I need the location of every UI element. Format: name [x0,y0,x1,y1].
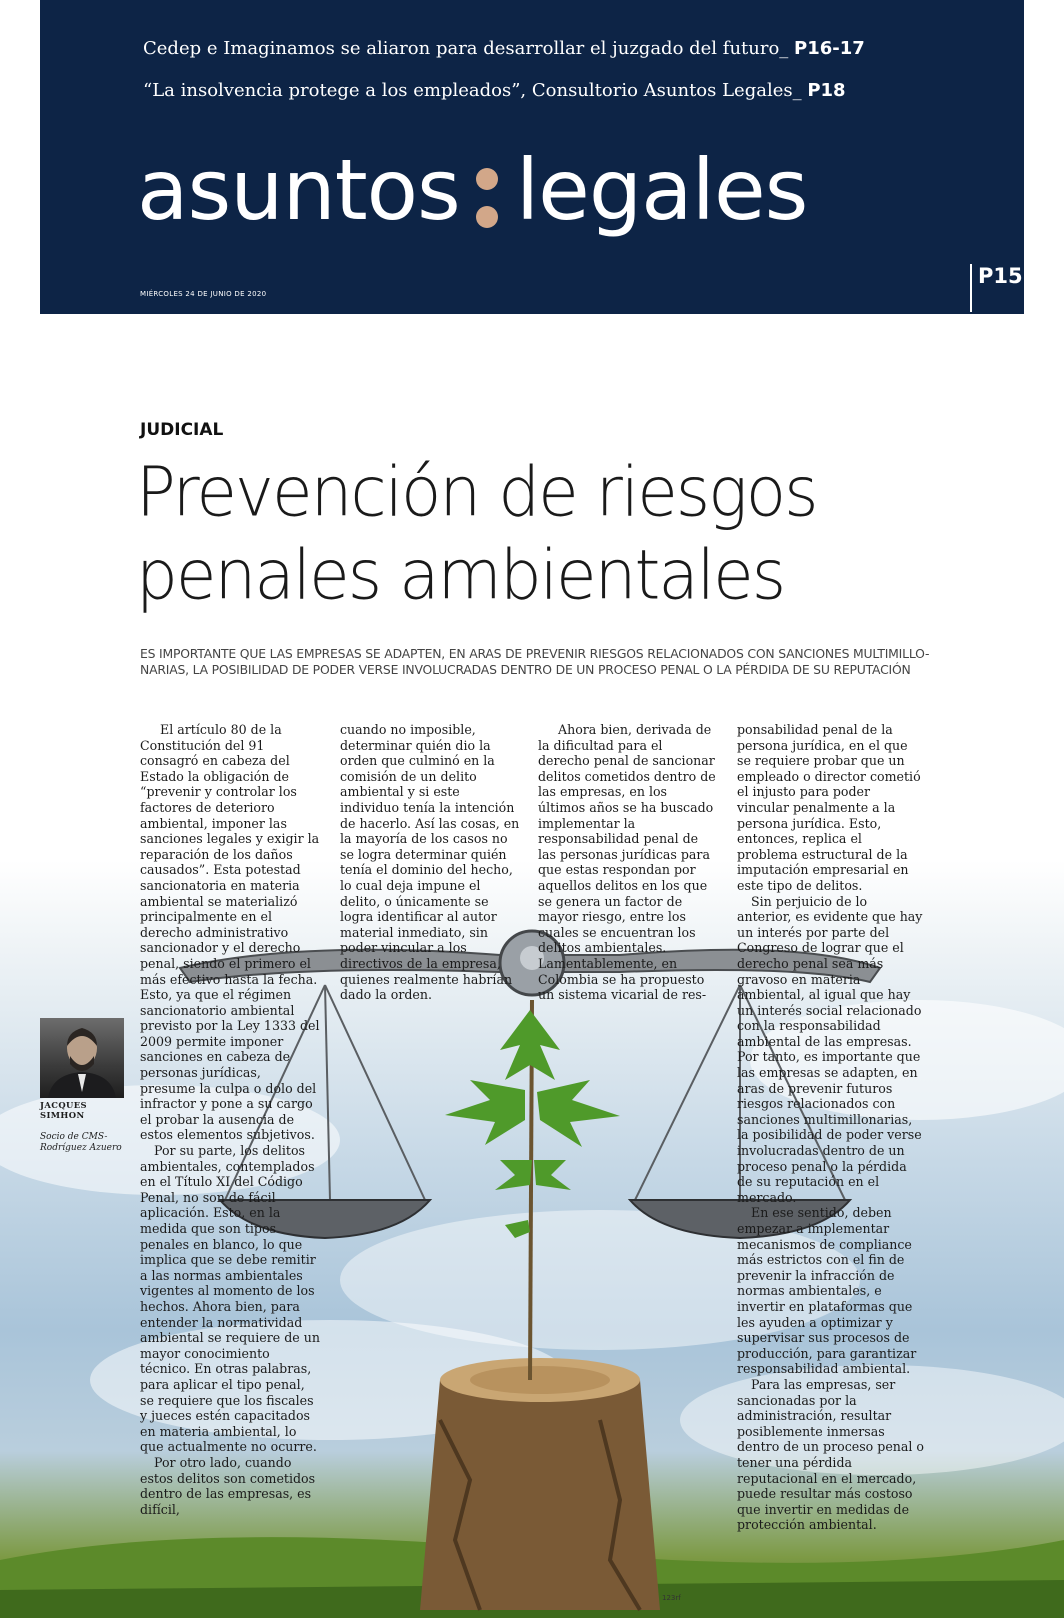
masthead [40,0,1024,314]
headline-line-1: Prevención de riesgos [136,451,817,532]
author-name [40,1100,87,1120]
article-column-1 [140,722,320,1517]
publication-logo [137,141,808,239]
paragraph: Por otro lado, cuando estos delitos son cometidos dentro de las empresas, es difícil, [140,1454,316,1517]
teaser-page: P16-17 [794,38,865,59]
section-label: JUDICIAL [140,420,224,440]
paragraph: cuando no imposible, determinar quién dio la orden que culminó en la comisión de un delito ambiental y si este individuo tenía la intención de hacerlo. Así las cosas, en la mayoría de los casos no se logra determinar quién tenía el dominio del hecho, lo cual deja impune el delito, o únicamente se logra identificar al autor material inmediato, sin poder vincular a los directivos de la empresa, quienes realmente habrían dado la orden. [340,722,520,1003]
author-role: Socio de CMS-Rodríguez Azuero [40,1132,122,1153]
author-photo [40,1018,124,1098]
headline [136,451,996,617]
paragraph: En ese sentido, deben empezar a implementar mecanismos de compliance más estrictos con el fin de prevenir la infracción de normas ambientales, e invertir en plataformas que les ayuden a optimizar y supervisar sus procesos de producción, para garantizar responsabilidad ambiental. [737,1205,917,1377]
teaser-juzgado[interactable] [143,38,1013,59]
teaser-text: Cedep e Imaginamos se aliaron para desarrollar el juzgado del futuro_ [143,38,789,59]
paragraph: ponsabilidad penal de la persona jurídica, en el que se requiere probar que un empleado o director cometió el injusto para poder vincular penalmente a la persona jurídica. Esto, entonces, replica el problema estructural de la imputación empresarial en este tipo de delitos. [737,722,921,893]
teaser-text: “La insolvencia protege a los empleados”, Consultorio Asuntos Legales_ [143,80,802,101]
paragraph: Para las empresas, ser sancionadas por la administración, resultar posiblemente inmersas dentro de un proceso penal o tener una pérdida reputacional en el mercado, puede resultar más costoso que invertir en medidas de protección ambiental. [737,1376,924,1533]
article-column-4 [737,722,925,1533]
paragraph: Por su parte, los delitos ambientales, contemplados en el Título XI del Código Penal, no son de fácil aplicación. Esto, en la medida que son tipos penales en blanco, lo que implica que se debe remitir a las normas ambientales vigentes al momento de los hechos. Ahora bien, para entender la normatividad ambiental se requiere de un mayor conocimiento técnico. En otras palabras, para aplicar el tipo penal, se requiere que los fiscales y jueces estén capacitados en materia ambiental, lo que actualmente no ocurre. [140,1143,320,1455]
author-last-name: SIMHON [40,1110,85,1120]
logo-word-legales: legales [515,141,808,239]
author-first-name: JACQUES [40,1100,87,1110]
author-portrait-icon [40,1018,124,1098]
paragraph: Sin perjuicio de lo anterior, es evidente que hay un interés por parte del Congreso de lograr que el derecho penal sea más gravoso en materia ambiental, al igual que hay un interés social relacionado con la responsabilidad ambiental de las empresas. Por tanto, es importante que las empresas se adapten, en aras de prevenir futuros riesgos relacionados con sanciones multimillonarias, la posibilidad de poder verse involucradas dentro de un proceso penal o la pérdida de su reputación en el mercado. [737,893,923,1205]
headline-line-2: penales ambientales [136,535,785,616]
teaser-page: P18 [807,80,846,101]
teaser-insolvencia[interactable] [143,80,1013,101]
paragraph: El artículo 80 de la Constitución del 91 consagró en cabeza del Estado la obligación de “prevenir y controlar los factores de deterioro ambiental, imponer las sanciones legales y exigir la reparación de los daños causados”. Esta potestad sancionatoria en materia ambiental se materializó principalmente en el derecho administrativo sancionador y el derecho penal, siendo el primero el más efectivo hasta la fecha. Esto, ya que el régimen sancionatorio ambiental previsto por la Ley 1333 del 2009 permite imponer sanciones en cabeza de personas jurídicas, presume la culpa o dolo del infractor y pone a su cargo el probar la ausencia de estos elementos subjetivos. [140,722,320,1143]
issue-date: MIÉRCOLES 24 DE JUNIO DE 2020 [140,290,267,298]
logo-colon-mark [468,148,504,228]
logo-word-asuntos: asuntos [137,141,460,239]
article-column-2 [340,722,520,1003]
photo-credit: 123rf [662,1594,681,1602]
deck-summary: ES IMPORTANTE QUE LAS EMPRESAS SE ADAPTEN, EN ARAS DE PREVENIR RIESGOS RELACIONADOS CON SANCIONES MULTIMILLO-NARIAS, LA POSIBILIDAD DE PODER VERSE INVOLUCRADAS DENTRO DE UN PROCESO PENAL O LA PÉRDIDA DE SU REPUTACIÓN [140,646,930,677]
paragraph: Ahora bien, derivada de la dificultad para el derecho penal de sancionar delitos cometidos dentro de las empresas, en los últimos años se ha buscado implementar la responsabilidad penal de las personas jurídicas para que estas respondan por aquellos delitos en los que se genera un factor de mayor riesgo, entre los cuales se encuentran los delitos ambientales. Lamentablemente, en Colombia se ha propuesto un sistema vicarial de res- [538,722,716,1003]
article-column-3 [538,722,718,1003]
page-number: P15 [970,264,1023,312]
